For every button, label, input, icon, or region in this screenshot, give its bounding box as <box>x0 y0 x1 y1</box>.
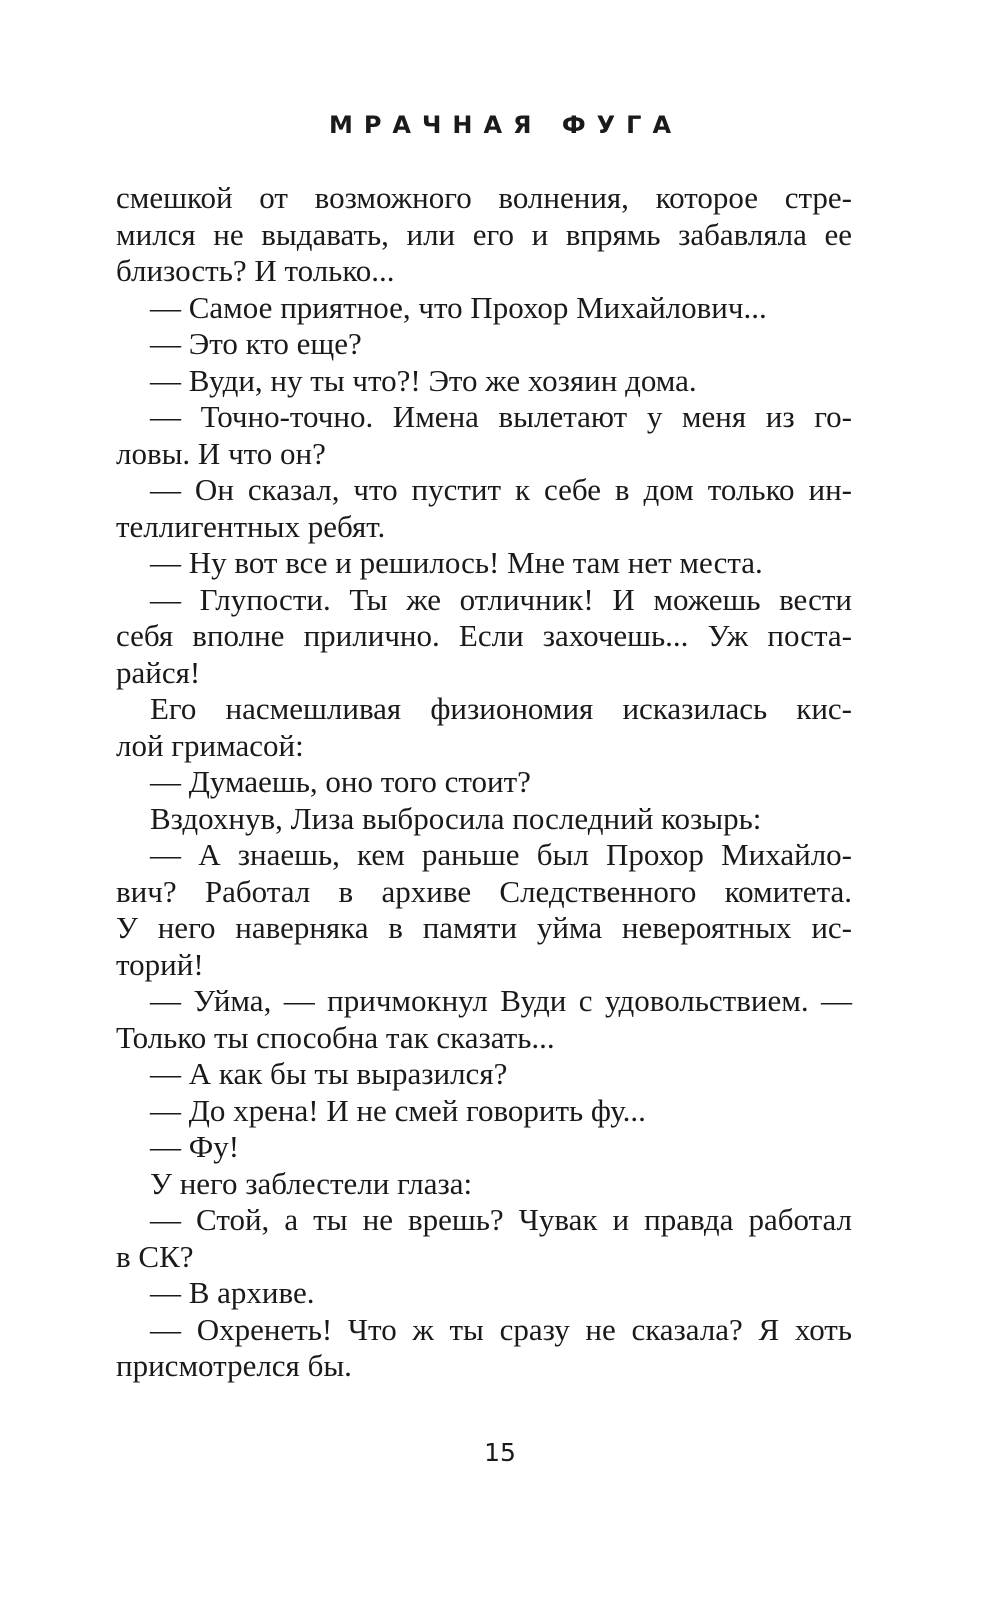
text-line: — До хрена! И не смей говорить фу... <box>150 1092 646 1128</box>
text-line: Вздохнув, Лиза выбросила последний козырь: <box>150 800 762 836</box>
text-line: теллигентных ребят. <box>116 508 386 544</box>
text-line: — Самое приятное, что Прохор Михайлович... <box>150 289 767 325</box>
body-text <box>116 180 852 1385</box>
text-line: — Уйма, — причмокнул Вуди с удовольствием. — <box>150 983 852 1018</box>
text-line: — Стой, а ты не врешь? Чувак и правда работал <box>150 1202 852 1237</box>
text-line: райся! <box>116 654 201 690</box>
text-line: У него заблестели глаза: <box>150 1165 473 1201</box>
text-line: — Охренеть! Что ж ты сразу не сказала? Я хоть <box>150 1311 852 1347</box>
text-line: Его насмешливая физиономия исказилась кис- <box>150 691 852 726</box>
text-line: себя вполне прилично. Если захочешь... Уж поста- <box>116 618 852 653</box>
text-line: торий! <box>116 946 204 982</box>
text-line: — Это кто еще? <box>150 326 362 361</box>
text-line: — Вуди, ну ты что?! Это же хозяин дома. <box>150 362 697 398</box>
text-line: лой гримасой: <box>116 727 304 763</box>
page-number: 15 <box>484 1438 516 1467</box>
text-line: мился не выдавать, или его и впрямь забавляла ее <box>116 216 852 252</box>
text-line: вич? Работал в архиве Следственного комитета. <box>116 873 852 909</box>
text-line: У него наверняка в памяти уйма невероятных ис- <box>116 910 852 945</box>
text-line: — Думаешь, оно того стоит? <box>150 764 531 799</box>
text-line: Только ты способна так сказать... <box>116 1019 555 1055</box>
text-line: присмотрелся бы. <box>116 1348 352 1383</box>
text-line: — В архиве. <box>150 1275 315 1310</box>
text-line: близость? И только... <box>116 253 395 288</box>
text-line: — Он сказал, что пустит к себе в дом только ин- <box>150 472 852 507</box>
text-line: — Ну вот все и решилось! Мне там нет места. <box>150 545 763 580</box>
text-line: — Точно-точно. Имена вылетают у меня из го- <box>150 399 852 434</box>
text-line: — Фу! <box>150 1129 240 1164</box>
text-line: ловы. И что он? <box>116 435 326 471</box>
text-line: смешкой от возможного волнения, которое стре- <box>116 180 852 215</box>
text-line: — А знаешь, кем раньше был Прохор Михайло- <box>150 837 852 872</box>
text-line: — А как бы ты выразился? <box>150 1056 508 1091</box>
running-title: МРАЧНАЯ ФУГА <box>328 111 683 139</box>
text-line: — Глупости. Ты же отличник! И можешь вести <box>150 581 852 617</box>
text-line: в СК? <box>116 1238 194 1274</box>
